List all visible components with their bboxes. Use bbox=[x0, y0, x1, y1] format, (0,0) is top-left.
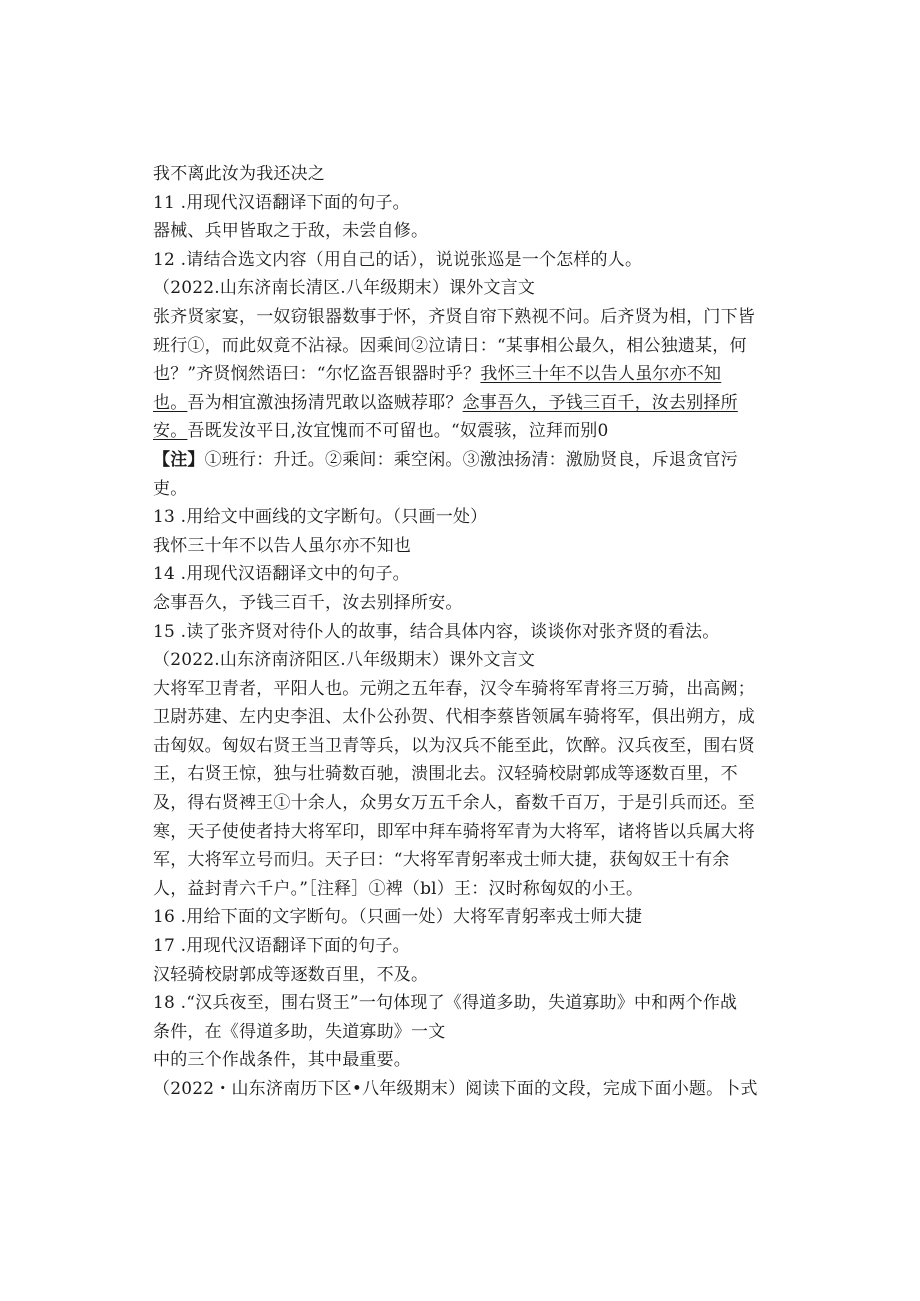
question-14: 14 .用现代汉语翻译文中的句子。 bbox=[153, 564, 410, 585]
text-line: 汉轻骑校尉郭成等逐数百里，不及。 bbox=[153, 964, 429, 985]
note-text: ①班行：升迁。②乘间：乘空闲。③激浊扬清：激励贤良，斥退贪官污 bbox=[204, 449, 738, 470]
question-16: 16 .用给下面的文字断句。（只画一处）大将军青躬率戎士师大捷 bbox=[153, 907, 643, 928]
passage-text: 吾既发汝平日,汝宜愧而不可留也。“奴震骇，泣拜而别0 bbox=[187, 421, 609, 442]
note-line: 吏。 bbox=[153, 478, 188, 499]
underlined-sentence: 念事吾久，予钱三百千，汝去别择所 bbox=[462, 392, 738, 413]
section-source-heading: （2022・山东济南历下区•八年级期末）阅读下面的文段，完成下面小题。卜式 bbox=[153, 1079, 758, 1099]
question-17: 17 .用现代汉语翻译下面的句子。 bbox=[153, 936, 410, 957]
passage-line: 班行①，而此奴竟不沾禄。因乘间②泣请日：“某事相公最久，相公独遗某，何 bbox=[153, 335, 747, 356]
passage-line: 及，得右贤裨王①十余人，众男女万五千余人，畜数千百万，于是引兵而还。至 bbox=[153, 793, 755, 814]
passage-line: 张齐贤家宴，一奴窃银器数事于怀，齐贤自帘下熟视不问。后齐贤为相，门下皆 bbox=[153, 306, 755, 327]
passage-line: 大将军卫青者，平阳人也。元朔之五年春，汉令车骑将军青将三万骑，出高阙； bbox=[153, 678, 755, 699]
section-source-heading: （2022.山东济南长清区.八年级期末）课外文言文 bbox=[153, 278, 536, 299]
passage-line bbox=[153, 417, 773, 446]
question-13: 13 .用给文中画线的文字断句。（只画一处） bbox=[153, 507, 488, 528]
passage-line: 人，益封青六千户。”［注释］①裨（bl）王：汉时称匈奴的小王。 bbox=[153, 878, 644, 899]
passage-line: 王，右贤王惊，独与壮骑数百驰，溃围北去。汉轻骑校尉郭成等逐数百里，不 bbox=[153, 764, 738, 785]
passage-line bbox=[153, 389, 773, 418]
text-line: 念事吾久，予钱三百千，汝去别择所安。 bbox=[153, 592, 463, 613]
passage-text: 也？”齐贤悯然语曰：“尔忆盗吾银器时乎？ bbox=[153, 364, 481, 385]
question-12: 12 .请结合选文内容（用自己的话），说说张巡是一个怎样的人。 bbox=[153, 249, 643, 270]
passage-line: 卫尉苏建、左内史李沮、太仆公孙贺、代相李蔡皆领属车骑将军，俱出朔方，成 bbox=[153, 707, 755, 728]
note-label: 【注】 bbox=[153, 449, 205, 470]
underlined-sentence: 我怀三十年不以告人虽尔亦不知 bbox=[480, 364, 722, 385]
text-line: 条件，在《得道多助，失道寡助》一文 bbox=[153, 1021, 446, 1042]
text-line: 我不离此汝为我还决之 bbox=[153, 164, 325, 184]
question-18: 18 .“汉兵夜至，围右贤王”一句体现了《得道多助，失道寡助》中和两个作战 bbox=[153, 993, 738, 1014]
text-line: 我怀三十年不以告人虽尔亦不知也 bbox=[153, 535, 411, 556]
section-source-heading: （2022.山东济南济阳区.八年级期末）课外文言文 bbox=[153, 650, 536, 671]
passage-line: 军，大将军立号而归。天子曰：“大将军青躬率戎士师大捷，获匈奴王十有余 bbox=[153, 850, 730, 871]
passage-text: 吾为相宜激浊扬清咒敢以盗贼荐耶？ bbox=[187, 392, 463, 413]
text-line: 中的三个作战条件，其中最重要。 bbox=[153, 1050, 411, 1071]
passage-line: 击匈奴。匈奴右贤王当卫青等兵，以为汉兵不能至此，饮醉。汉兵夜至，围右贤 bbox=[153, 735, 755, 756]
note-line bbox=[153, 446, 773, 475]
document-body bbox=[153, 160, 773, 1104]
text-line: 器械、兵甲皆取之于敌，未尝自修。 bbox=[153, 221, 429, 242]
underlined-sentence: 也。 bbox=[153, 392, 188, 413]
question-15: 15 .读了张齐贤对待仆人的故事，结合具体内容，谈谈你对张齐贤的看法。 bbox=[153, 621, 720, 642]
passage-line: 寒，天子使使者持大将军印，即军中拜车骑将军青为大将军，诸将皆以兵属大将 bbox=[153, 821, 755, 842]
passage-line bbox=[153, 360, 773, 389]
underlined-sentence: 安。 bbox=[153, 421, 188, 442]
question-11: 11 .用现代汉语翻译下面的句子。 bbox=[153, 192, 410, 213]
